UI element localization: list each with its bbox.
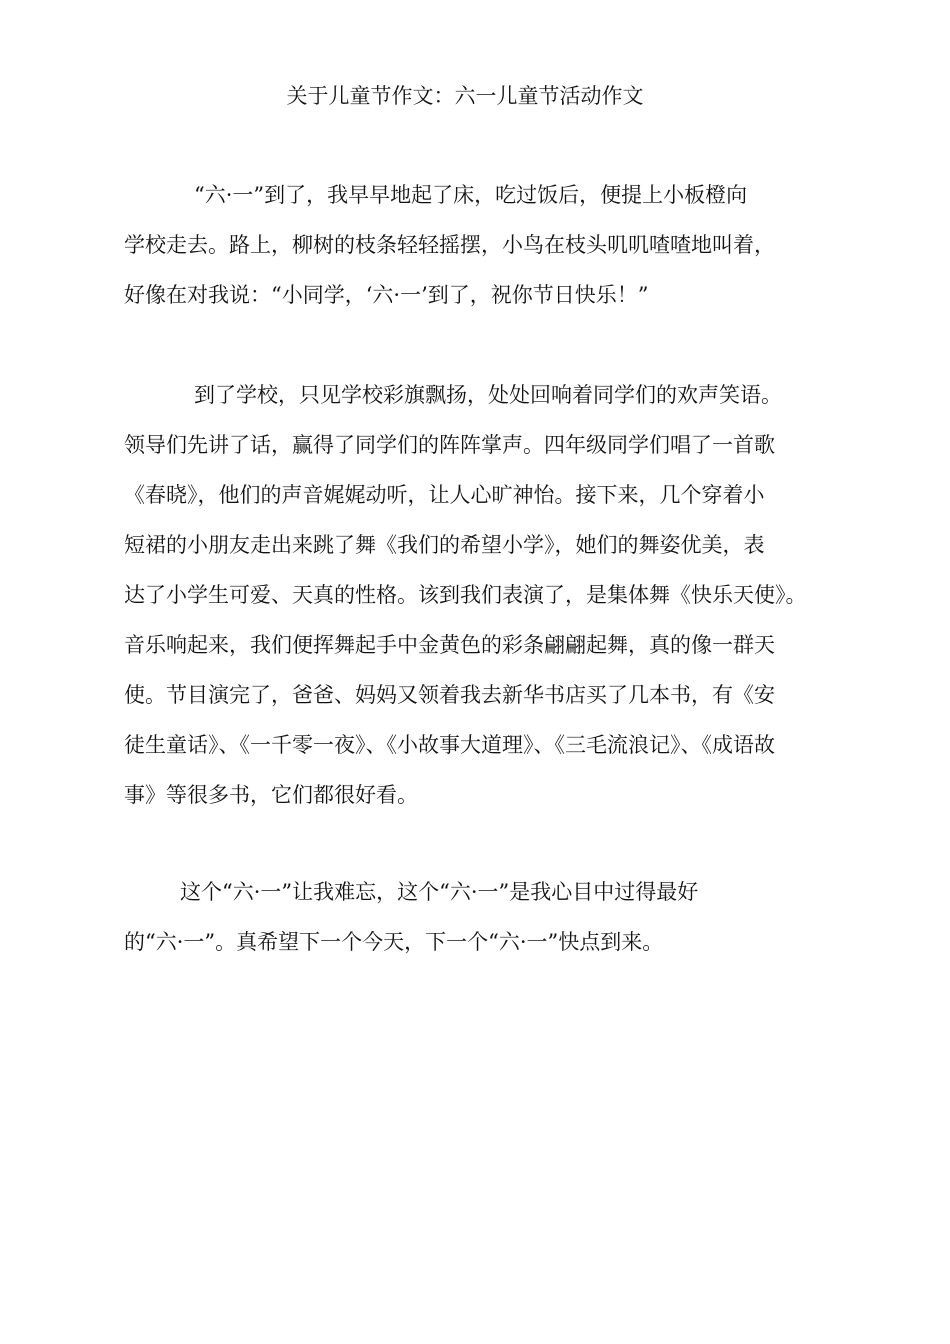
paragraph-line: 领导们先讲了话，赢得了同学们的阵阵掌声。四年级同学们唱了一首歌 xyxy=(124,433,775,457)
paragraph-3 xyxy=(124,867,814,967)
paragraph-line: 使。节目演完了，爸爸、妈妈又领着我去新华书店买了几本书，有《安 xyxy=(124,683,775,707)
paragraph-2 xyxy=(124,370,814,820)
paragraph-line: “六·一”到了，我早早地起了床，吃过饭后，便提上小板橙向 xyxy=(194,183,748,207)
paragraph-line: 《春晓》，他们的声音娓娓动听，让人心旷神怡。接下来，几个穿着小 xyxy=(124,483,765,507)
paragraph-1 xyxy=(124,170,814,320)
paragraph-line: 学校走去。路上，柳树的枝条轻轻摇摆，小鸟在枝头叽叽喳喳地叫着， xyxy=(124,233,775,257)
paragraph-line: 好像在对我说：“小同学，‘六·一’到了，祝你节日快乐！” xyxy=(124,283,649,307)
paragraph-line: 短裙的小朋友走出来跳了舞《我们的希望小学》，她们的舞姿优美，表 xyxy=(124,533,765,557)
document-title: 关于儿童节作文：六一儿童节活动作文 xyxy=(286,84,644,108)
paragraph-line: 徒生童话》、《一千零一夜》、《小故事大道理》、《三毛流浪记》、《成语故 xyxy=(124,733,775,757)
paragraph-line: 达了小学生可爱、天真的性格。该到我们表演了，是集体舞《快乐天使》。 xyxy=(124,583,807,607)
paragraph-line: 事》等很多书，它们都很好看。 xyxy=(124,783,418,807)
paragraph-line: 音乐响起来，我们便挥舞起手中金黄色的彩条翩翩起舞，真的像一群天 xyxy=(124,633,775,657)
paragraph-line: 这个“六·一”让我难忘，这个“六·一”是我心目中过得最好 xyxy=(180,880,699,904)
paragraph-line: 的“六·一”。真希望下一个今天，下一个“六·一”快点到来。 xyxy=(124,930,664,954)
paragraph-line: 到了学校，只见学校彩旗飘扬，处处回响着同学们的欢声笑语。 xyxy=(194,383,782,407)
